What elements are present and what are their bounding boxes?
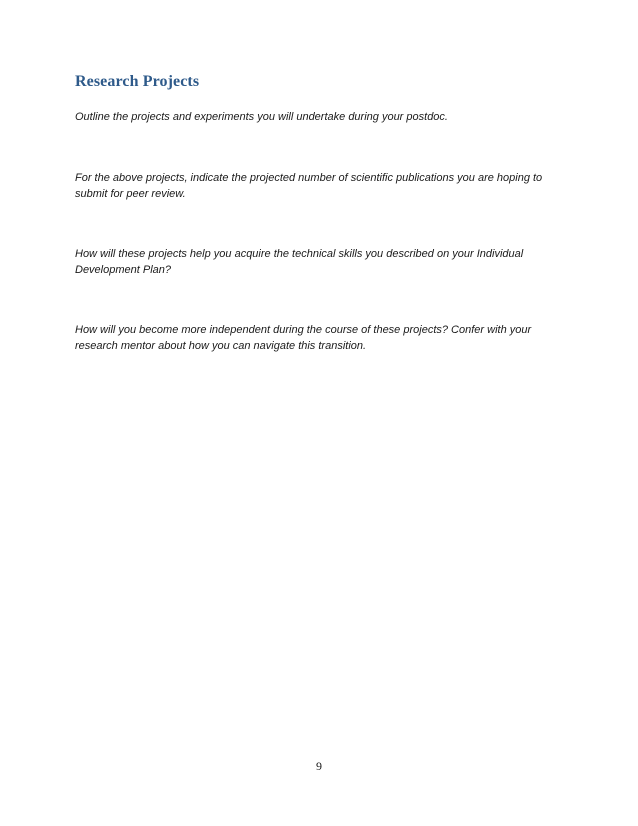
prompt-technical-skills: How will these projects help you acquire the technical skills you described on your Individual Development Plan?	[75, 248, 524, 276]
page-number: 9	[316, 759, 322, 773]
prompt-projects-experiments: Outline the projects and experiments you will undertake during your postdoc.	[75, 111, 448, 123]
prompt-independence: How will you become more independent during the course of these projects? Confer with your research mentor about how you can navigate this transition.	[75, 324, 532, 352]
prompt-publications: For the above projects, indicate the projected number of scientific publications you are hoping to submit for peer review.	[75, 172, 543, 200]
section-title: Research Projects	[75, 73, 200, 90]
